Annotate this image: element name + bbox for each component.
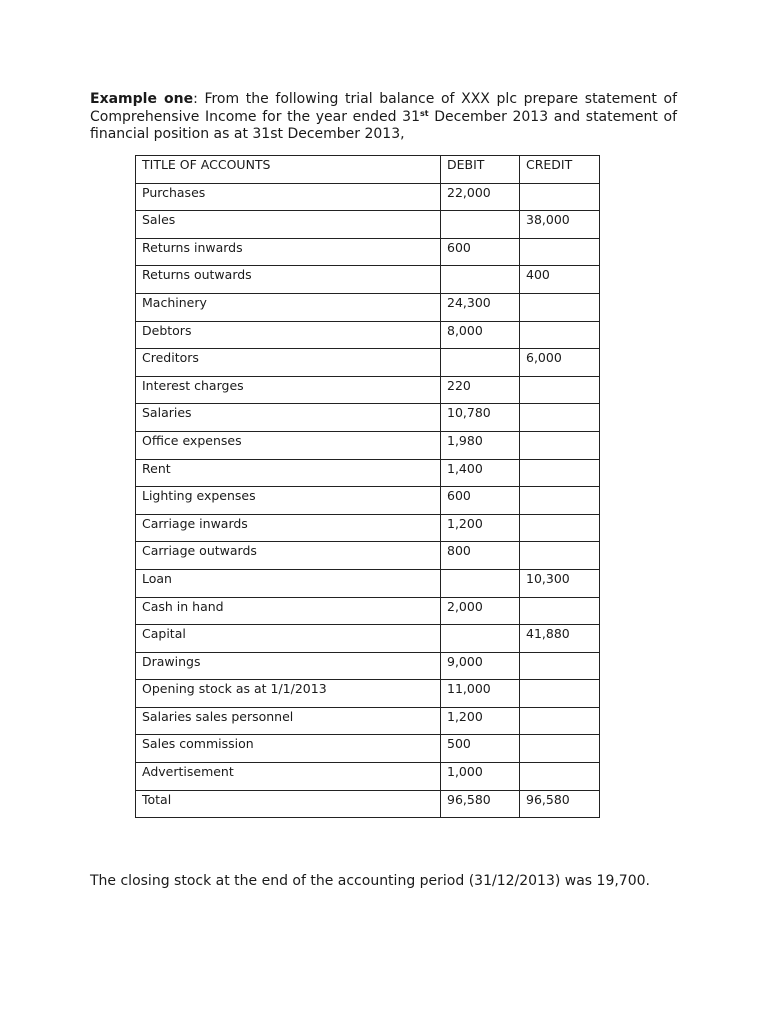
account-name-cell: Sales commission (136, 735, 441, 763)
credit-cell (520, 376, 600, 404)
debit-cell: 500 (441, 735, 520, 763)
debit-cell: 9,000 (441, 652, 520, 680)
debit-cell (441, 349, 520, 377)
account-name-cell: Cash in hand (136, 597, 441, 625)
debit-cell: 96,580 (441, 790, 520, 818)
account-name-cell: Returns inwards (136, 238, 441, 266)
account-name-cell: Carriage outwards (136, 542, 441, 570)
credit-cell: 41,880 (520, 625, 600, 653)
header-title-of-accounts: TITLE OF ACCOUNTS (136, 156, 441, 184)
debit-cell: 8,000 (441, 321, 520, 349)
table-row (136, 735, 600, 763)
credit-cell (520, 735, 600, 763)
table-row (136, 625, 600, 653)
table-row (136, 680, 600, 708)
account-name-cell: Purchases (136, 183, 441, 211)
debit-cell: 1,200 (441, 707, 520, 735)
table-body (136, 183, 600, 818)
credit-cell (520, 459, 600, 487)
account-name-cell: Machinery (136, 293, 441, 321)
header-debit: DEBIT (441, 156, 520, 184)
debit-cell: 1,980 (441, 431, 520, 459)
debit-cell (441, 211, 520, 239)
credit-cell (520, 321, 600, 349)
table-row (136, 211, 600, 239)
credit-cell (520, 183, 600, 211)
closing-stock-note: The closing stock at the end of the accounting period (31/12/2013) was 19,700. (90, 873, 650, 889)
table-row (136, 487, 600, 515)
intro-text-part1: : From the following trial balance of XXX plc prepare statement of Comprehensive Income for the year ended 31 (90, 91, 677, 125)
debit-cell: 22,000 (441, 183, 520, 211)
account-name-cell: Interest charges (136, 376, 441, 404)
table-row (136, 321, 600, 349)
account-name-cell: Salaries sales personnel (136, 707, 441, 735)
credit-cell: 400 (520, 266, 600, 294)
account-name-cell: Loan (136, 569, 441, 597)
account-name-cell: Capital (136, 625, 441, 653)
account-name-cell: Creditors (136, 349, 441, 377)
account-name-cell: Rent (136, 459, 441, 487)
table-row (136, 763, 600, 791)
debit-cell: 1,200 (441, 514, 520, 542)
header-credit: CREDIT (520, 156, 600, 184)
account-name-cell: Opening stock as at 1/1/2013 (136, 680, 441, 708)
intro-text-part2: December 2013 and statement of financial position as at 31st December 2013, (90, 108, 678, 142)
account-name-cell: Carriage inwards (136, 514, 441, 542)
credit-cell (520, 652, 600, 680)
debit-cell: 10,780 (441, 404, 520, 432)
account-name-cell: Total (136, 790, 441, 818)
debit-cell: 2,000 (441, 597, 520, 625)
debit-cell: 11,000 (441, 680, 520, 708)
table-row (136, 238, 600, 266)
table-row (136, 431, 600, 459)
table-row (136, 266, 600, 294)
credit-cell: 96,580 (520, 790, 600, 818)
table-row (136, 376, 600, 404)
credit-cell (520, 238, 600, 266)
debit-cell: 1,400 (441, 459, 520, 487)
credit-cell (520, 542, 600, 570)
table-row (136, 542, 600, 570)
table-row (136, 349, 600, 377)
credit-cell (520, 293, 600, 321)
trial-balance-table (135, 155, 600, 818)
credit-cell: 38,000 (520, 211, 600, 239)
debit-cell: 1,000 (441, 763, 520, 791)
table-row (136, 790, 600, 818)
debit-cell (441, 266, 520, 294)
account-name-cell: Returns outwards (136, 266, 441, 294)
intro-paragraph (90, 91, 677, 144)
table-header-row (136, 156, 600, 184)
account-name-cell: Advertisement (136, 763, 441, 791)
table-row (136, 652, 600, 680)
ordinal-superscript: st (419, 108, 429, 118)
credit-cell (520, 707, 600, 735)
credit-cell (520, 763, 600, 791)
table-row (136, 597, 600, 625)
credit-cell (520, 487, 600, 515)
account-name-cell: Lighting expenses (136, 487, 441, 515)
table-row (136, 293, 600, 321)
table-row (136, 183, 600, 211)
debit-cell (441, 569, 520, 597)
credit-cell (520, 597, 600, 625)
debit-cell: 24,300 (441, 293, 520, 321)
credit-cell (520, 680, 600, 708)
debit-cell: 800 (441, 542, 520, 570)
account-name-cell: Drawings (136, 652, 441, 680)
account-name-cell: Salaries (136, 404, 441, 432)
credit-cell (520, 404, 600, 432)
credit-cell: 10,300 (520, 569, 600, 597)
credit-cell (520, 431, 600, 459)
table-row (136, 569, 600, 597)
table-row (136, 707, 600, 735)
example-label: Example one (90, 91, 194, 107)
debit-cell: 220 (441, 376, 520, 404)
debit-cell: 600 (441, 487, 520, 515)
debit-cell: 600 (441, 238, 520, 266)
account-name-cell: Office expenses (136, 431, 441, 459)
debit-cell (441, 625, 520, 653)
table-row (136, 404, 600, 432)
account-name-cell: Sales (136, 211, 441, 239)
table-row (136, 459, 600, 487)
account-name-cell: Debtors (136, 321, 441, 349)
table-row (136, 514, 600, 542)
credit-cell: 6,000 (520, 349, 600, 377)
credit-cell (520, 514, 600, 542)
